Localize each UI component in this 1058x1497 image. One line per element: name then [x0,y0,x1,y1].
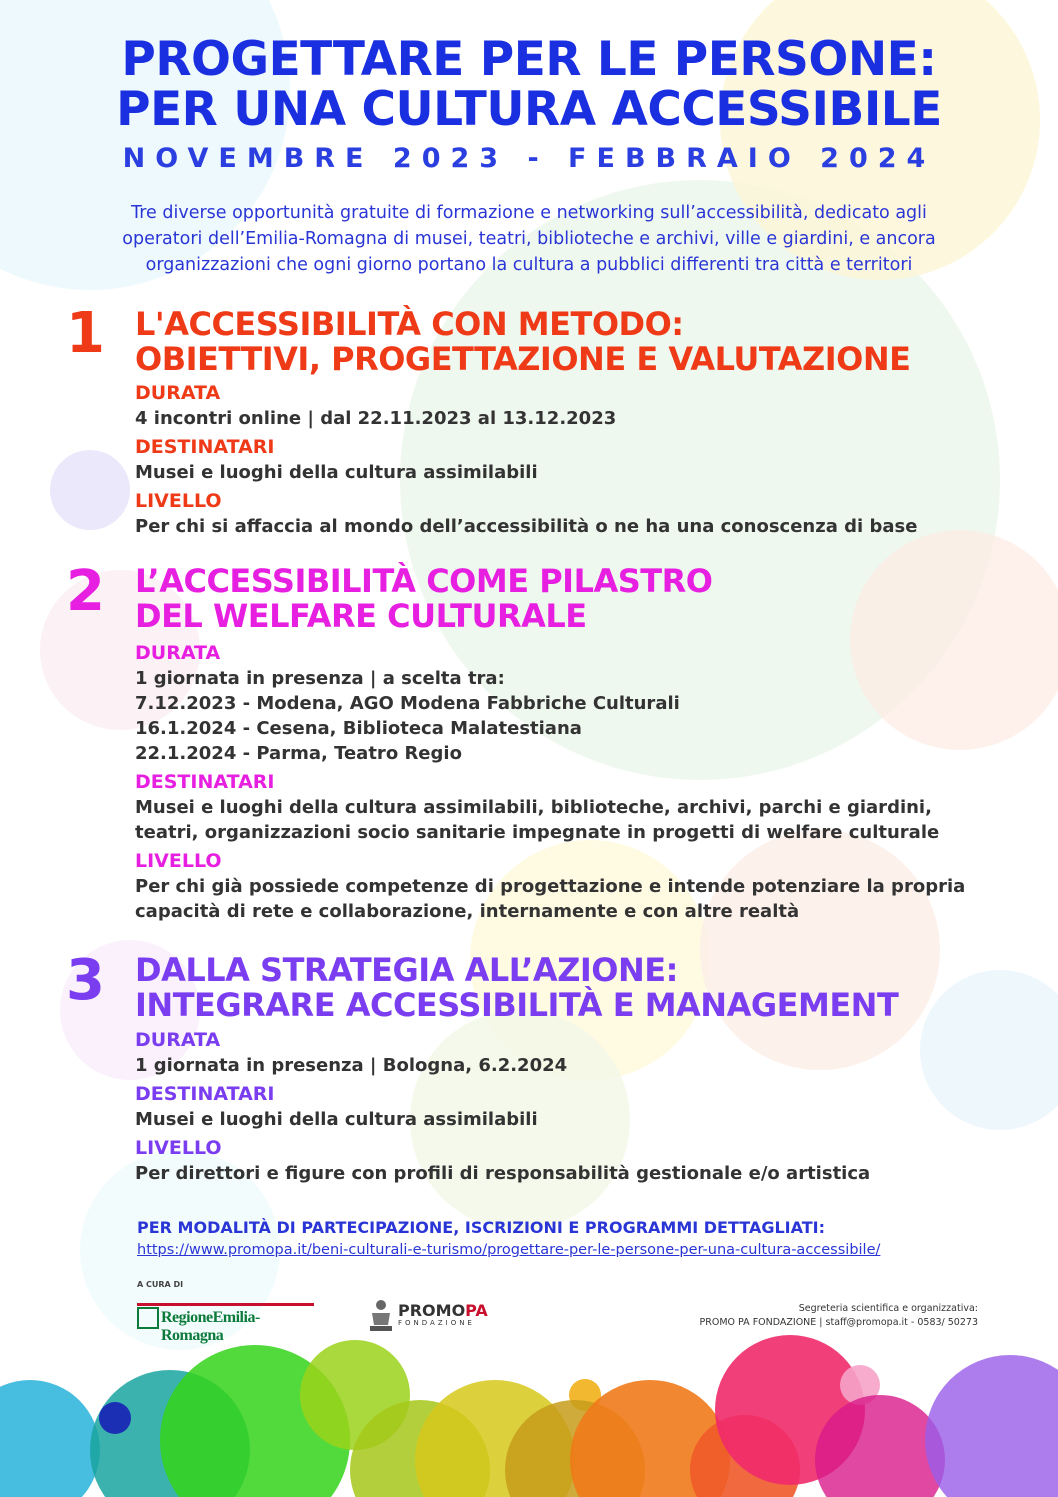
section-3-durata-label: DURATA [135,1029,221,1051]
section-2-destinatari-line: Musei e luoghi della cultura assimilabili, biblioteche, archivi, parchi e giardini, [135,797,932,818]
section-1-title [135,307,910,377]
section-3-livello-line: Per direttori e figure con profili di responsabilità gestionale e/o artistica [135,1163,871,1184]
section-2-durata-line: 22.1.2024 - Parma, Teatro Regio [135,743,462,764]
segreteria-info [700,1302,978,1330]
section-1-livello-line: Per chi si affaccia al mondo dell’accessibilità o ne ha una conoscenza di base [135,516,918,537]
section-3-details [135,1028,1015,1186]
section-2-livello-line: capacità di rete e collaborazione, internamente e con altre realtà [135,901,800,922]
section-2-livello-label: LIVELLO [135,850,222,872]
section-1-title-line-2: OBIETTIVI, PROGETTAZIONE E VALUTAZIONE [135,340,911,378]
promopa-fondazione-logo [368,1295,488,1335]
intro-text [50,200,1008,278]
a-cura-di-label: A CURA DI [137,1280,184,1289]
section-2-durata-line: 7.12.2023 - Modena, AGO Modena Fabbriche Culturali [135,693,680,714]
section-2-details [135,641,1015,924]
regione-emilia-romagna-logo [137,1303,314,1344]
section-2-durata-line: 16.1.2024 - Cesena, Biblioteca Malatestiana [135,718,582,739]
section-1-number: 1 [66,301,105,366]
section-2-title-line-1: L’ACCESSIBILITÀ COME PILASTRO [135,562,713,600]
section-2-durata-line: 1 giornata in presenza | a scelta tra: [135,668,505,689]
section-2-destinatari-line: teatri, organizzazioni socio sanitarie impegnate in progetti di welfare culturale [135,822,940,843]
section-1-destinatari-line: Musei e luoghi della cultura assimilabili [135,462,538,483]
section-3-title-line-2: INTEGRARE ACCESSIBILITÀ E MANAGEMENT [135,986,899,1024]
section-3-number: 3 [66,948,105,1013]
section-3-destinatari-label: DESTINATARI [135,1083,275,1105]
intro-line-1: Tre diverse opportunità gratuite di formazione e networking sull’accessibilità, dedicato agli [131,203,927,223]
section-2-destinatari-label: DESTINATARI [135,771,275,793]
segreteria-line-1: Segreteria scientifica e organizzativa: [798,1303,978,1314]
info-link[interactable]: https://www.promopa.it/beni-culturali-e-turismo/progettare-per-le-persone-per-una-cultura-accessibile/ [137,1242,881,1258]
section-1-details [135,381,1015,539]
title-line-1: PROGETTARE PER LE PERSONE: [121,32,937,87]
promopa-figure-icon [368,1299,394,1333]
section-1-durata-label: DURATA [135,382,221,404]
fondazione-logo-text: FONDAZIONE [398,1319,475,1327]
section-3-livello-label: LIVELLO [135,1137,222,1159]
title-line-2: PER UNA CULTURA ACCESSIBILE [116,82,942,137]
section-3-durata-line: 1 giornata in presenza | Bologna, 6.2.2024 [135,1055,568,1076]
intro-line-2: operatori dell’Emilia-Romagna di musei, teatri, biblioteche e archivi, ville e giardini, e ancora [122,229,936,249]
regione-logo-text: RegioneEmilia-Romagna [161,1309,260,1344]
info-heading: PER MODALITÀ DI PARTECIPAZIONE, ISCRIZIONI E PROGRAMMI DETTAGLIATI: [137,1218,826,1237]
segreteria-line-2: PROMO PA FONDAZIONE | staff@promopa.it - 0583/ 50273 [699,1317,978,1328]
section-1-durata-line: 4 incontri online | dal 22.11.2023 al 13.12.2023 [135,408,617,429]
intro-line-3: organizzazioni che ogni giorno portano la cultura a pubblici differenti tra città e territori [145,255,913,275]
section-2-livello-line: Per chi già possiede competenze di progettazione e intende potenziare la propria [135,876,966,897]
section-2-durata-label: DURATA [135,642,221,664]
section-2-title [135,564,712,634]
section-1-title-line-1: L'ACCESSIBILITÀ CON METODO: [135,305,684,343]
promopa-logo-text: PROMOPA [398,1301,488,1320]
section-1-destinatari-label: DESTINATARI [135,436,275,458]
section-2-number: 2 [66,559,105,624]
section-2-title-line-2: DEL WELFARE CULTURALE [135,597,587,635]
date-range: NOVEMBRE 2023 - FEBBRAIO 2024 [122,143,936,174]
section-1-livello-label: LIVELLO [135,490,222,512]
section-3-destinatari-line: Musei e luoghi della cultura assimilabili [135,1109,538,1130]
section-3-title [135,953,898,1023]
section-3-title-line-1: DALLA STRATEGIA ALL’AZIONE: [135,951,678,989]
